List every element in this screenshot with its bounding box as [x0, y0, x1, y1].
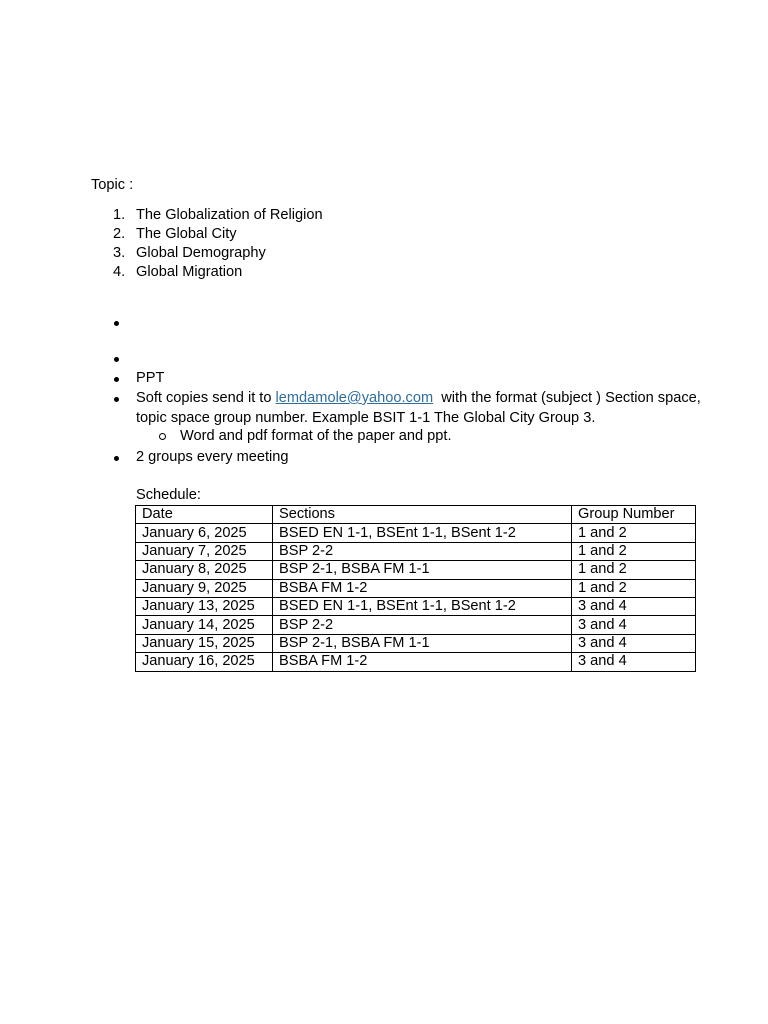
list-item [108, 244, 323, 263]
bullet-icon [114, 456, 119, 461]
table-row [136, 597, 696, 615]
sections-cell: BSED EN 1-1, BSEnt 1-1, BSent 1-2 [273, 524, 572, 542]
group-cell: 3 and 4 [572, 616, 696, 634]
soft-copies-suffix: with the format (subject ) Section space, topic space group number. Example BSIT 1-1 The Global City Group 3. [136, 390, 705, 426]
list-number: 4. [113, 264, 126, 280]
sections-cell: BSP 2-1, BSBA FM 1-1 [273, 561, 572, 579]
sections-cell: BSBA FM 1-2 [273, 579, 572, 597]
sections-cell: BSP 2-2 [273, 616, 572, 634]
bullet-icon [114, 357, 119, 362]
date-cell: January 8, 2025 [136, 561, 273, 579]
list-item [108, 263, 323, 282]
empty-bullet-item [108, 349, 716, 369]
list-number: 1. [113, 207, 126, 223]
list-number: 3. [113, 245, 126, 261]
bullet-icon [114, 321, 119, 326]
circle-bullet-icon [159, 433, 166, 440]
topic-text: Global Demography [136, 245, 266, 261]
empty-bullet-item [108, 313, 716, 333]
sections-cell: BSP 2-2 [273, 542, 572, 560]
bullet-icon [114, 377, 119, 382]
table-row [136, 616, 696, 634]
table-row [136, 561, 696, 579]
sections-cell: BSBA FM 1-2 [273, 653, 572, 671]
schedule-label: Schedule: [136, 487, 201, 503]
soft-copies-prefix: Soft copies send it to [136, 390, 276, 406]
column-header-date: Date [136, 506, 273, 524]
bullet-icon [114, 397, 119, 402]
groups-text: 2 groups every meeting [136, 449, 289, 465]
column-header-sections: Sections [273, 506, 572, 524]
table-row [136, 579, 696, 597]
group-cell: 1 and 2 [572, 579, 696, 597]
topic-text: The Globalization of Religion [136, 207, 323, 223]
sections-cell: BSED EN 1-1, BSEnt 1-1, BSent 1-2 [273, 597, 572, 615]
date-cell: January 13, 2025 [136, 597, 273, 615]
sub-item-text: Word and pdf format of the paper and ppt. [180, 428, 452, 444]
date-cell: January 9, 2025 [136, 579, 273, 597]
list-number: 2. [113, 226, 126, 242]
ppt-text: PPT [136, 370, 165, 386]
date-cell: January 16, 2025 [136, 653, 273, 671]
group-cell: 3 and 4 [572, 634, 696, 652]
bullet-item-ppt [108, 369, 716, 389]
date-cell: January 7, 2025 [136, 542, 273, 560]
group-cell: 3 and 4 [572, 597, 696, 615]
group-cell: 3 and 4 [572, 653, 696, 671]
table-row [136, 542, 696, 560]
email-link[interactable]: lemdamole@yahoo.com [275, 390, 434, 406]
list-item [108, 225, 323, 244]
sections-cell: BSP 2-1, BSBA FM 1-1 [273, 634, 572, 652]
group-cell: 1 and 2 [572, 542, 696, 560]
table-row [136, 634, 696, 652]
topic-label: Topic : [91, 177, 134, 193]
table-row [136, 524, 696, 542]
topic-text: Global Migration [136, 264, 243, 280]
column-header-group-number: Group Number [572, 506, 696, 524]
group-cell: 1 and 2 [572, 524, 696, 542]
schedule-table [135, 505, 696, 672]
table-header-row [136, 506, 696, 524]
topic-list [108, 206, 323, 282]
date-cell: January 14, 2025 [136, 616, 273, 634]
group-cell: 1 and 2 [572, 561, 696, 579]
topic-text: The Global City [136, 226, 237, 242]
date-cell: January 6, 2025 [136, 524, 273, 542]
bullet-item-soft-copies [108, 389, 716, 428]
bullet-item-groups [108, 448, 716, 468]
table-row [136, 653, 696, 671]
date-cell: January 15, 2025 [136, 634, 273, 652]
list-item [108, 206, 323, 225]
sub-bullet-item [180, 427, 452, 446]
